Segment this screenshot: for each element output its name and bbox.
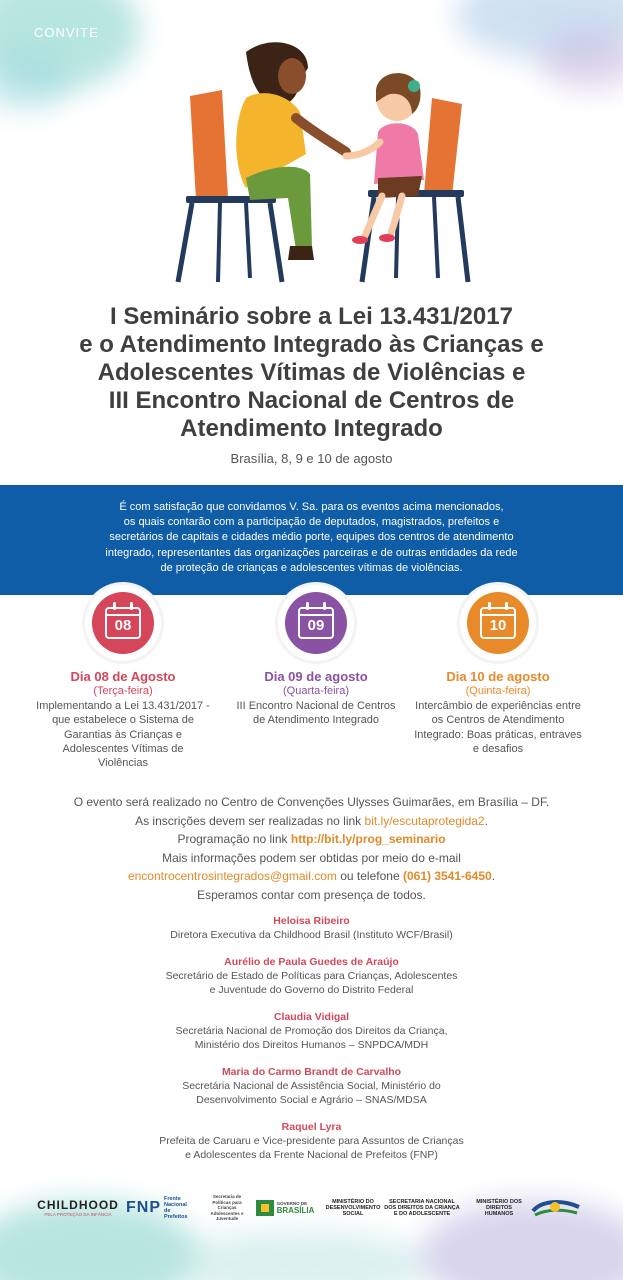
childhood-logo: CHILDHOOD PELA PROTEÇÃO DA INFÂNCIA: [37, 1198, 119, 1218]
event-title: [0, 303, 623, 443]
program-link[interactable]: http://bit.ly/prog_seminario: [290, 832, 446, 847]
day-1-badge: [85, 585, 161, 661]
day-3-weekday: (Quinta-feira): [465, 685, 531, 697]
day-2-card: [221, 585, 411, 728]
signer-role: Secretária Nacional de Assistência Social, Ministério do: [182, 1080, 441, 1092]
signer: [0, 1120, 623, 1162]
signer: [0, 1010, 623, 1052]
day-3-title: Dia 10 de agosto: [446, 669, 550, 684]
closing-text: Esperamos contar com presença de todos.: [197, 887, 426, 902]
signer-role: Prefeita de Caruaru e Vice-presidente para Assuntos de Crianças: [159, 1135, 464, 1147]
day-1-description: Implementando a Lei 13.431/2017 - que estabelece o Sistema de Garantias às Crianças e Adolescentes Vítimas de Violências: [36, 700, 210, 770]
title-line: Adolescentes Vítimas de Violências e: [97, 359, 526, 386]
brazil-government-emblem-icon: [531, 1197, 581, 1219]
day-2-weekday: (Quarta-feira): [282, 685, 350, 697]
program-text: Programação no link: [177, 832, 288, 847]
email-link[interactable]: encontrocentrosintegrados@gmail.com: [127, 869, 337, 884]
day-2-number: 09: [307, 617, 325, 634]
title-line: I Seminário sobre a Lei 13.431/2017: [110, 303, 513, 330]
day-1-title: Dia 08 de Agosto: [70, 669, 176, 684]
mds-logo: MINISTÉRIO DO DESENVOLVIMENTO SOCIAL: [325, 1198, 381, 1218]
secretaria-criancas-logo: Secretaria de Políticas para Crianças Adolescentes e Juventude: [210, 1194, 244, 1222]
intro-line: secretários de capitais e cidades médio porte, equipes dos centros de atendimento: [109, 531, 514, 544]
day-1-card: [28, 585, 218, 770]
woman-and-child-illustration: [150, 38, 480, 286]
governo-brasilia-logo: GOVERNO DE BRASÍLIA: [252, 1188, 318, 1228]
event-location-dates: Brasília, 8, 9 e 10 de agosto: [230, 451, 393, 466]
signer-role: Ministério dos Direitos Humanos – SNPDCA/MDH: [194, 1039, 429, 1051]
title-line: III Encontro Nacional de Centros de: [108, 387, 515, 414]
title-line: Atendimento Integrado: [180, 415, 443, 442]
registration-link[interactable]: bit.ly/escutaprotegida2: [364, 813, 485, 828]
watercolor-bottom-mid: [170, 1230, 430, 1280]
signer-role: Secretária Nacional de Promoção dos Direitos da Criança,: [175, 1025, 448, 1037]
calendar-icon: [105, 607, 141, 639]
gdf-flag-icon: [256, 1200, 274, 1216]
signers-list: [0, 914, 623, 1175]
sndca-logo: SECRETARIA NACIONAL DOS DIREITOS DA CRIANÇA E DO ADOLESCENTE: [384, 1198, 460, 1218]
intro-line: É com satisfação que convidamos V. Sa. para os eventos acima mencionados,: [119, 501, 504, 513]
signer-name: Raquel Lyra: [281, 1121, 342, 1133]
signer: [0, 914, 623, 942]
registration-text: As inscrições devem ser realizadas no link: [135, 813, 362, 828]
contact-text: Mais informações podem ser obtidas por meio do e-mail: [162, 850, 461, 865]
child-figure: [346, 73, 424, 244]
day-3-card: [403, 585, 593, 756]
signer-role: Diretora Executiva da Childhood Brasil (Instituto WCF/Brasil): [170, 929, 453, 941]
signer-name: Aurélio de Paula Guedes de Araújo: [224, 956, 399, 968]
mdh-logo: MINISTÉRIO DOS DIREITOS HUMANOS: [476, 1198, 522, 1218]
convite-label: CONVITE: [34, 25, 99, 40]
intro-band: [0, 485, 623, 595]
intro-line: de proteção de crianças e adolescentes vítimas de violências.: [160, 561, 463, 574]
phone-number[interactable]: (061) 3541-6450: [402, 869, 492, 884]
day-1-weekday: (Terça-feira): [93, 685, 153, 697]
venue-text: O evento será realizado no Centro de Convenções Ulysses Guimarães, em Brasília – DF.: [73, 795, 550, 809]
federal-government-logo: [528, 1188, 584, 1228]
intro-line: os quais contarão com a participação de deputados, magistrados, prefeitos e: [123, 516, 500, 529]
signer-role: Secretário de Estado de Políticas para Crianças, Adolescentes: [165, 970, 458, 982]
registration-line: As inscrições devem ser realizadas no link bit.ly/escutaprotegida2.: [135, 813, 488, 828]
event-info: [0, 793, 623, 905]
day-3-description: Intercâmbio de experiências entre os Centros de Atendimento Integrado: Boas práticas, entraves e desafios: [414, 700, 582, 755]
title-line: e o Atendimento Integrado às Crianças e: [79, 331, 544, 358]
intro-line: integrado, representantes das organizações parceiras e de outras entidades da rede: [105, 546, 518, 559]
day-1-number: 08: [114, 617, 132, 634]
watercolor-top-right-2: [540, 30, 623, 90]
signer-role: e Juventude do Governo do Distrito Federal: [209, 984, 414, 996]
contact-line: encontrocentrosintegrados@gmail.com ou telefone (061) 3541-6450.: [127, 869, 496, 884]
day-3-number: 10: [489, 617, 507, 634]
program-line: [0, 830, 623, 849]
woman-figure: [236, 42, 346, 260]
signer: [0, 1065, 623, 1107]
phone-text: ou telefone: [340, 869, 400, 884]
signer-role: e Adolescentes da Frente Nacional de Prefeitos (FNP): [185, 1149, 438, 1161]
signer: [0, 955, 623, 997]
day-2-description: III Encontro Nacional de Centros de Atendimento Integrado: [236, 700, 396, 727]
partner-logos: [0, 1188, 623, 1228]
calendar-icon: [480, 607, 516, 639]
fnp-logo: FNP Frente Nacional de Prefeitos: [126, 1195, 188, 1221]
signer-role: Desenvolvimento Social e Agrário – SNAS/MDSA: [196, 1094, 427, 1106]
signer-name: Claudia Vidigal: [273, 1011, 350, 1023]
calendar-icon: [298, 607, 334, 639]
day-3-badge: [460, 585, 536, 661]
day-2-badge: [278, 585, 354, 661]
signer-name: Heloisa Ribeiro: [273, 915, 350, 927]
day-2-title: Dia 09 de agosto: [264, 669, 368, 684]
signer-name: Maria do Carmo Brandt de Carvalho: [221, 1066, 402, 1078]
